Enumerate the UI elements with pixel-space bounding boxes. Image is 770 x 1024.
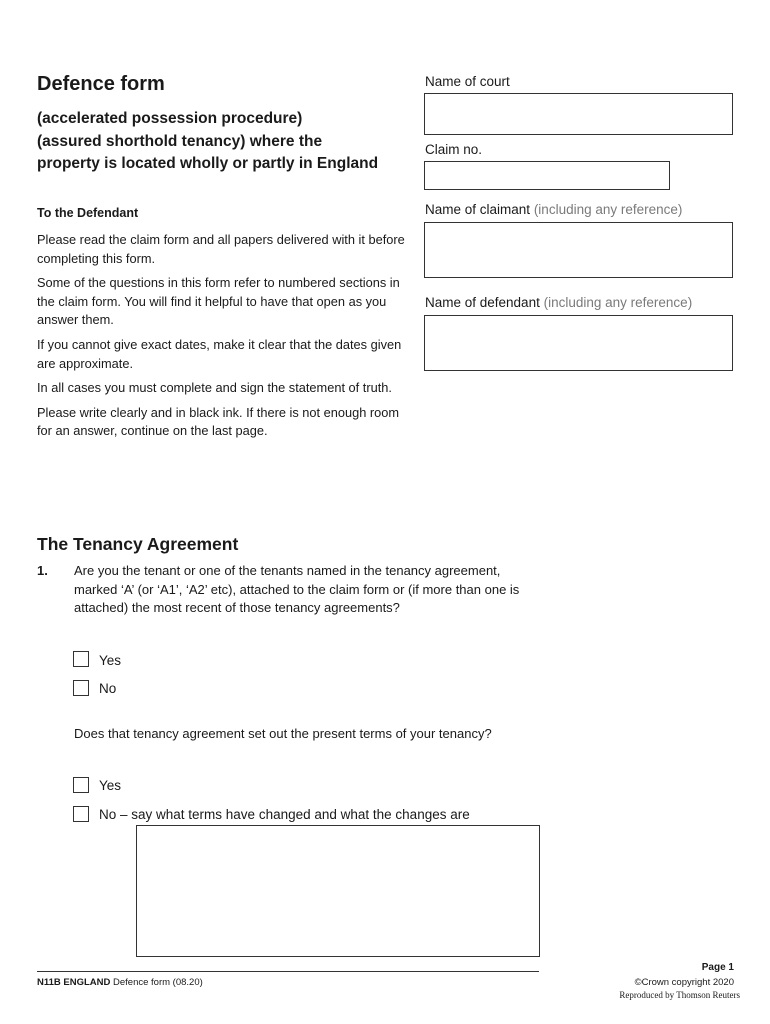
instruction-paragraph: Please write clearly and in black ink. If there is not enough room for an answer, continue on the last page. [37,404,400,439]
defendant-label-text: Name of defendant [425,295,540,310]
form-subtitle [37,108,427,176]
q1-no-checkbox[interactable] [73,680,89,696]
reproduced-by: Reproduced by Thomson Reuters [619,990,740,1000]
question-text: Are you the tenant or one of the tenants named in the tenancy agreement, marked ‘A’ (or ‘A1’, ‘A2’ etc), attached to the claim form or (if more than one is attached) the most recent of those tenancy agreements? [74,563,520,615]
section-title: The Tenancy Agreement [37,534,239,554]
claimant-label-text: Name of claimant [425,202,531,217]
claimant-label-hint: (including any reference) [533,202,683,217]
question-number: 1. [37,563,48,578]
footer-divider [37,971,539,972]
defendant-label-hint: (including any reference) [543,295,693,310]
claim-no-label: Claim no. [425,142,483,157]
form-name: Defence form (08.20) [113,977,203,988]
copyright: ©Crown copyright 2020 [634,977,734,988]
instruction-paragraph: Please read the claim form and all papers delivered with it before completing this form. [37,232,405,266]
q1b-no-checkbox[interactable] [73,806,89,822]
claim-no-field[interactable] [424,161,670,190]
q1b-yes-checkbox[interactable] [73,777,89,793]
question-text: Does that tenancy agreement set out the present terms of your tenancy? [74,726,492,741]
q1-yes-checkbox[interactable] [73,651,89,667]
instruction-paragraph: Some of the questions in this form refer to numbered sections in the claim form. You will find it helpful to have that open as you answer them. [37,275,400,328]
instruction-paragraph: In all cases you must complete and sign the statement of truth. [37,380,392,396]
q1b-no-label: No – say what terms have changed and what the changes are [99,807,470,822]
form-title: Defence form [37,73,165,95]
form-code: N11B ENGLAND [37,977,111,988]
defendant-label [425,295,692,310]
form-reference [37,977,203,988]
terms-changed-textarea[interactable] [136,825,540,957]
court-label: Name of court [425,74,510,89]
instructions [37,231,407,447]
instruction-paragraph: If you cannot give exact dates, make it clear that the dates given are approximate. [37,336,402,371]
q1-yes-label: Yes [99,653,122,668]
subtitle-line: (assured shorthold tenancy) where the [37,132,323,150]
court-name-field[interactable] [424,93,733,135]
page-number: Page 1 [701,962,734,973]
claimant-name-field[interactable] [424,222,733,278]
q1b-yes-label: Yes [99,778,122,793]
subtitle-line: (accelerated possession procedure) [37,110,303,127]
q1-no-label: No [99,681,117,696]
defendant-heading: To the Defendant [37,206,139,220]
claimant-label [425,202,682,217]
defendant-name-field[interactable] [424,315,733,371]
subtitle-line: property is located wholly or partly in England [37,155,379,172]
